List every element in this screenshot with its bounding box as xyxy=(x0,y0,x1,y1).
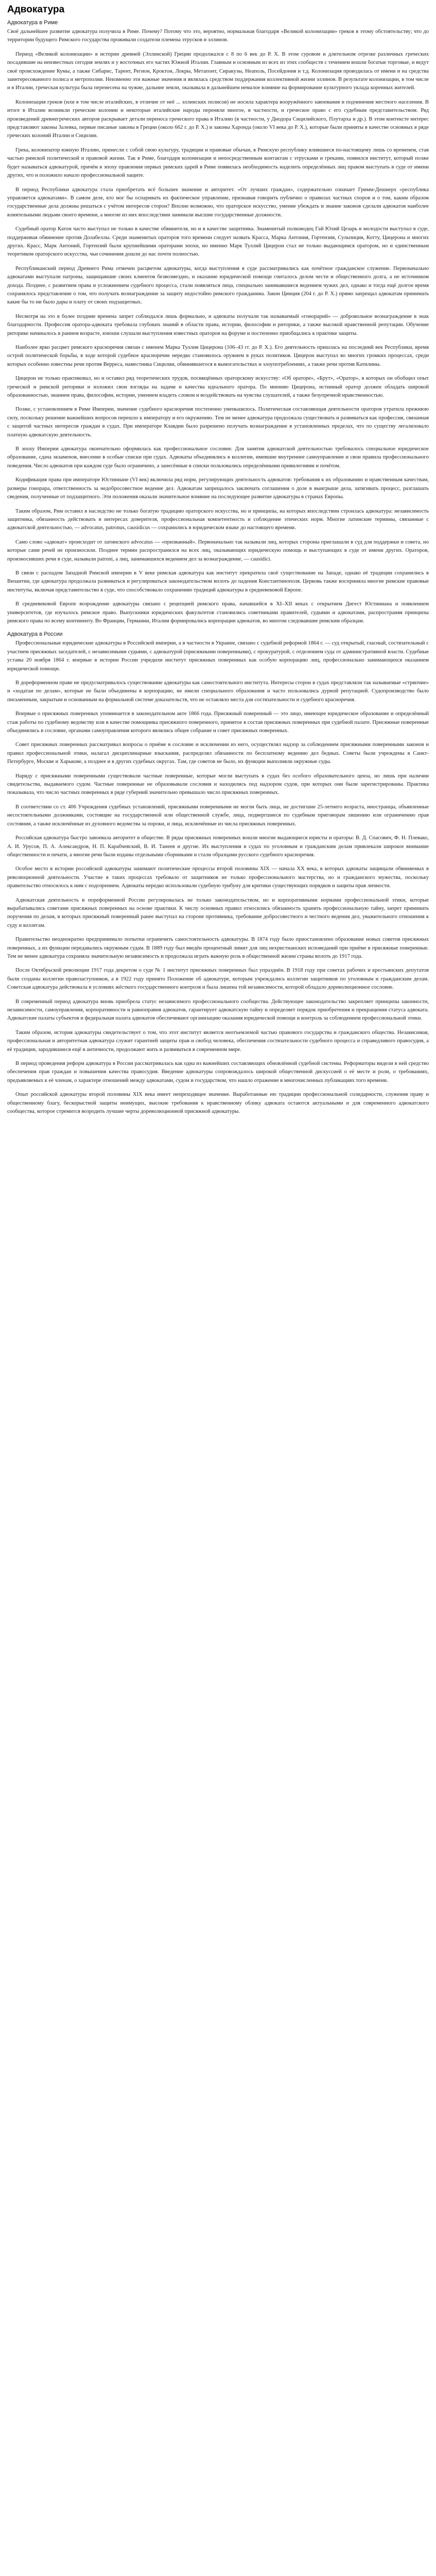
paragraph: Колонизация греков (или в том числе италийских, в отличие от неё ... эллинских полисов) не носила характера вооружённого завоевания и подчинения местного населения. В итоге в Италии возникли греческие колонии и некоторые италийские народы переняли многое, в частности, и греческое право с его судебным представительством. Ряд произведений древнегреческих авторов раскрывает детали переноса греческого права в Италию (в частности, у Диодора Сицилийского, Плутарха и др.). В этом контексте интерес представляют законы Залевка, первые писаные законы в Греции (около 662 г. до Р. Х.) и законы Харонда (около VI века до Р. Х.), которые были приняты в качестве основных в ряде греческих колоний Италии и Сицилии. xyxy=(7,99,429,139)
article xyxy=(0,0,436,1132)
paragraph: Российская адвокатура быстро завоевала авторитет в обществе. В ряды присяжных поверенных вошли многие выдающиеся юристы и ораторы: В. Д. Спасович, Ф. Н. Плевако, А. И. Урусов, П. А. Александров, Н. П. Карабчевский, В. И. Танеев и другие. Их выступления в судах по уголовным и гражданским делам привлекали широкое внимание общественности и печати, а многие речи были изданы отдельными сборниками и стали образцами русского судебного красноречия. xyxy=(7,835,429,858)
paragraph: Республиканский период Древнего Рима отмечен расцветом адвокатуры, когда выступления в суде рассматривались как почётное гражданское служение. Первоначально адвокатами выступали патроны, защищавшие своих клиентов безвозмездно, и оказание юридической помощи считалось делом чести и общественного долга, а не источником дохода. Позднее, с развитием права и усложнением судебного процесса, стали появляться лица, специально занимавшиеся ведением чужих дел, однако и тогда ещё долгое время сохранялось представление о том, что получать вознаграждение за защиту недостойно римского гражданина. Закон Цинция (204 г. до Р. Х.) прямо запрещал адвокатам принимать какие бы то ни было дары и плату от своих подзащитных. xyxy=(7,265,429,306)
paragraph: Таким образом, история адвокатуры свидетельствует о том, что этот институт является неотъемлемой частью правового государства и гражданского общества. Независимая, профессиональная и авторитетная адвокатура служит гарантией защиты прав и свобод человека, обеспечения состязательности судебного процесса и справедливого правосудия, а её традиции, зародившиеся ещё в античности, продолжают жить и развиваться в современном мире. xyxy=(7,1029,429,1053)
paragraph: Наиболее ярко расцвет римского красноречия связан с именем Марка Туллия Цицерона (106–43 гг. до Р. Х.). Его деятельность пришлась на последний век Республики, время острой политической борьбы, в ходе которой судебное красноречие нередко становилось оружием в руках политиков. Цицерон выступал во многих громких процессах, среди которых особенно известны речи против Верреса, наместника Сицилии, обвинявшегося в вымогательствах и злоупотреблениях, а также речи против Катилины. xyxy=(7,345,429,367)
paragraph: Наряду с присяжными поверенными существовали частные поверенные, которые могли выступать в судах без особого образовательного ценза, но лишь при наличии свидетельства, выдаваемого судом. Частные поверенные не образовывали сословия и находились под надзором судов, при которых они были зарегистрированы. Практика показывала, что число частных поверенных в ряде губерний значительно превышало число присяжных поверенных. xyxy=(7,773,429,796)
paragraph: Особое место в истории российской адвокатуры занимают политические процессы второй половины XIX — начала XX века, в которых адвокаты защищали обвиняемых в революционной деятельности. Участие в таких процессах требовало от защитников не только профессионального мастерства, но и гражданского мужества, поскольку правительство относилось к ним с подозрением. Адвокаты нередко использовали судебную трибуну для критики существующих порядков и защиты прав личности. xyxy=(7,866,429,889)
section-heading: Адвокатура в России xyxy=(7,631,63,638)
paragraph: В период проведения реформ адвокатура в России рассматривалась как одна из важнейших составляющих обновлённой судебной системы. Реформаторы видели в ней средство обеспечения прав граждан и повышения качества правосудия. Введение адвокатуры сопровождалось широкой общественной дискуссией о её месте и роли, о требованиях, предъявляемых к её членам, о характере отношений между адвокатами, судом и государством, что нашло отражение в многочисленных публикациях того времени. xyxy=(7,1061,429,1083)
section-heading: Адвокатура в Риме xyxy=(7,20,58,26)
paragraph: Профессиональные юридические адвокатуры в Российской империи, а в частности в Украине, связано с судебной реформой 1864 г. — суд открытый, гласный, состязательный с участием присяжных заседателей, с независимыми судьями, с адвокатурой (присяжными поверенными), с прокуратурой, с отделением суда от административной власти. Судебные уставы 20 ноября 1864 г. впервые в истории России учредили институт присяжных поверенных как особую корпорацию лиц, профессионально занимающихся оказанием юридической помощи. xyxy=(7,640,429,672)
paragraph: В период Республики адвокатура стала приобретать всё большее значение и авторитет. «От лучших граждан», содержательно означает Гримм-Дешнерх «республика управляется адвокатами». В самом деле, кто мог бы оспаривать их фактическое управление, признавая говорить публично о правилах частных споров и о том, каким образом государственные дела должны решаться с учётом интересов сторон? Вполне возможно, что ораторское искусство, умение убеждать и знание законов сделали адвокатов наиболее влиятельными людьми своего времени, а многие из них впоследствии занимали высшие государственные должности. xyxy=(7,187,429,218)
paragraph: В связи с распадом Западной Римской империи в V веке римская адвокатура как институт прекратила своё существование на Западе, однако её традиции сохранились в Византии, где адвокатура продолжала развиваться и регулироваться законодательством вплоть до падения Константинополя. Церковь также восприняла многие римские правовые институты, включая представительство в суде, что способствовало сохранению традиций адвокатуры в средневековой Европе. xyxy=(7,570,429,593)
paragraph: Само слово «адвокат» происходит от латинского advocatus — «призванный». Первоначально так называли лиц, которых стороны приглашали в суд для поддержки и совета, но которые сами речей не произносили. Позднее термин распространился на всех лиц, оказывающих юридическую помощь и выступающих в суде от имени других. Ораторов, произносивших речи в суде, называли patroni, а лиц, занимавшихся ведением дел за вознаграждение, — causidici. xyxy=(7,539,429,562)
paragraph: Своё дальнейшее развитие адвокатура получила в Риме. Почему? Потому что это, вероятно, нормальная благодаря «Великой колонизации» греков в этому обстоятельству; что до территории будущего Римского государства проживали создатели племена этрусков и эллинов. xyxy=(7,29,429,43)
paragraph: В дореформенном праве не предусматривалось существование адвокатуры как самостоятельного института. Интересы сторон в судах представляли так называемые «стряпчие» и «ходатаи по делам», которые не были объединены в корпорацию, не имели специального образования и часто пользовались дурной репутацией. Судопроизводство было письменным, закрытым и основанным на формальной системе доказательств, что не оставляло места для состязательности и судебного красноречия. xyxy=(7,680,429,703)
paragraph: В соответствии со ст. 406 Учреждения судебных установлений, присяжными поверенными не могли быть лица, не достигшие 25-летнего возраста, иностранцы, объявленные несостоятельными должниками, состоящие на государственной или общественной службе, лица, подвергшиеся по судебным приговорам лишению или ограничению прав состояния, а также исключённые из духовного ведомства за пороки, и лица, исключённые из числа присяжных поверенных. xyxy=(7,804,429,827)
article-section xyxy=(7,631,429,1116)
article-section xyxy=(7,20,429,625)
paragraph: Таким образом, Рим оставил в наследство не только богатую традицию ораторского искусства, но и принципы, на которых впоследствии строилась адвокатура: независимость защитника, обязанность действовать в интересах доверителя, профессиональная компетентность и соблюдение этических норм. Многие латинские термины, связанные с адвокатской деятельностью, — advocatus, patronus, causidicus — сохранились в юридическом языке до настоящего времени. xyxy=(7,508,429,531)
paragraph: Адвокатская деятельность в пореформенной России регулировалась не только законодательством, но и корпоративными нормами профессиональной этики, которые вырабатывались советами присяжных поверенных на основе практики. К числу основных правил относились обязанность хранить профессиональную тайну, запрет принимать поручения по делам, в которых присяжный поверенный ранее выступал на стороне противника, требование добросовестного и честного ведения дел, уважительного отношения к суду и коллегам. xyxy=(7,897,429,928)
paragraph: Правительство неоднократно предпринимало попытки ограничить самостоятельность адвокатуры. В 1874 году было приостановлено образование новых советов присяжных поверенных, а их функции передавались окружным судам. В 1889 году был введён процентный лимит для лиц нехристианских исповеданий при приёме в присяжные поверенные. Тем не менее адвокатура сохраняла значительную независимость и продолжала играть важную роль в общественной жизни страны вплоть до 1917 года. xyxy=(7,937,429,959)
article-body xyxy=(7,20,429,1116)
paragraph: После Октябрьской революции 1917 года декретом о суде № 1 институт присяжных поверенных был упразднён. В 1918 году при советах рабочих и крестьянских депутатов были созданы коллегии правозаступников, а в 1922 году принято Положение об адвокатуре, которым учреждались коллегии защитников по уголовным и гражданским делам. Советская адвокатура действовала в условиях жёсткого государственного контроля и была лишена той независимости, которой обладало дореволюционное сословие. xyxy=(7,968,429,991)
paragraph: В эпоху Империи адвокатура окончательно оформилась как профессиональное сословие. Для занятия адвокатской деятельностью требовалось специальное юридическое образование, сдача экзаменов, внесение в особые списки при судах. Адвокаты объединялись в коллегии, имевшие внутреннее самоуправление и свои правила профессионального поведения. Число адвокатов при каждом суде было ограничено, а занесённые в списки пользовались определёнными привилегиями и почётом. xyxy=(7,446,429,469)
paragraph: Кодификация права при императоре Юстиниане (VI век) включила ряд норм, регулирующих деятельность адвокатов: требования к их образованию и нравственным качествам, размеры гонорара, ответственность за недобросовестное ведение дел. Адвокатам запрещалось заключать соглашения о доле в выигрыше дела, затягивать процесс, разглашать сведения, полученные от подзащитного. Эти положения оказали значительное влияние на последующее развитие адвокатуры в странах Европы. xyxy=(7,477,429,500)
paragraph: Цицерон не только практиковал, но и оставил ряд теоретических трудов, посвящённых ораторскому искусству: «Об ораторе», «Брут», «Оратор», в которых он обобщил опыт греческой и римской риторики и изложил свои взгляды на задачи и качества идеального оратора. По мнению Цицерона, истинный оратор должен обладать широкой образованностью, знанием права, философии, истории, умением владеть словом и воздействовать на чувства слушателей, а также безупречной нравственностью. xyxy=(7,376,429,399)
paragraph: Грека, колонизатор южную Италию, принесли с собой свою культуру, традиции и правовые обычаи, в Римскую республику влившиеся по-настоящему лишь со временем, став частью римской политической и правовой жизни. Так в Риме, благодаря колонизации и непосредственным контактам с этрусками и греками, появился институт, который позже будет называться адвокатурой, причём в эпоху правления первых римских царей в Риме появилась необходимость наделить определённых лиц правом выступать в суде от имени других, что и положило начало профессиональной защите. xyxy=(7,147,429,179)
paragraph: Несмотря на это в более поздние времена запрет соблюдался лишь формально, и адвокаты получали так называемый «гонорарий» — добровольное вознаграждение в знак благодарности. Профессия оратора-адвоката требовала глубоких знаний в области права, истории, философии и риторики, а также высокой нравственной репутации. Обучение риторике начиналось в раннем возрасте, юноши слушали выступления известных ораторов на форуме и постепенно приобщались к практике защиты. xyxy=(7,313,429,336)
paragraph: В средневековой Европе возрождение адвокатуры связано с рецепцией римского права, начавшейся в XI–XII веках с открытием Дигест Юстиниана и появлением университетов, где изучалось римское право. Выпускники юридических факультетов становились советниками правителей, судьями и адвокатами, распространяя принципы римского права по всему континенту. Во Франции, Германии, Италии формировались корпорации адвокатов, во многом следовавшие римским образцам. xyxy=(7,601,429,624)
paragraph: Опыт российской адвокатуры второй половины XIX века имеет непреходящее значение. Выработанные ею традиции профессиональной солидарности, служения праву и общественному благу, бескорыстной защиты неимущих, высокие требования к нравственному облику адвоката остаются актуальными и для современного адвокатского сообщества, которое стремится возродить лучшие черты дореволюционной присяжной адвокатуры. xyxy=(7,1092,429,1115)
paragraph: Период «Великой колонизации» в истории древней (Эллинской) Греции продолжался с 8 по 6 век до Р. Х. В этом суровом и длительном отрезке различных греческих посадившие на неизвестных сегодня землях и у восточных его частях Южной Италии. Главным и основным из всех из этих сообществ с течением вошли богатые торговые, и ведут своё происхождение Кумы, а также Сибарис, Тарент, Регион, Кроктон, Локры, Метапонт, Сиракузы, Неаполь, Посейдония и т.д. Колонизация проводилась от имени и на средства заинтересованного полиса и метрополии. Неизменно эти важные значения и являлась средством поддержания коллективной жизни эллинов. В результате колонизации, в том числе и в Италии, греческая культура была перенесена на чужие, дальние земли, оказывала в дальнейшем немалое влияние на формирование культурного уклада коренных жителей. xyxy=(7,51,429,91)
paragraph: Судебный оратор Катон часто выступал не только в качестве обвинителя, но и в качестве защитника. Знаменитый полководец Гай Юлий Цезарь в молодости выступал в суде, поддерживая обвинение против Долабеллы. Среди знаменитых ораторов того времени следует назвать Красса, Марка Антония, Гортензия, Сульпиция, Котту, Цицерона и многих других. Красс, Марк Антоний, Гортензий были крупнейшими ораторами эпохи, но именно Марк Туллий Цицерон стал не только выдающимся оратором, но и единственным теоретиком ораторского искусства, чьи сочинения дошли до нас почти полностью. xyxy=(7,226,429,258)
page-title: Адвокатура xyxy=(7,4,65,15)
paragraph: В современный период адвокатура вновь приобрела статус независимого профессионального сообщества. Действующее законодательство закрепляет принципы законности, независимости, самоуправления, корпоративности и равноправия адвокатов, гарантирует адвокатскую тайну и определяет порядок приобретения и прекращения статуса адвоката. Адвокатские палаты субъектов и федеральная палата адвокатов обеспечивают организацию оказания юридической помощи и контроль за соблюдением профессиональной этики. xyxy=(7,998,429,1022)
paragraph: Совет присяжных поверенных рассматривал вопросы о приёме в сословие и исключении из него, осуществлял надзор за соблюдением присяжными поверенными законов и правил профессиональной этики, налагал дисциплинарные взыскания, распределял обязанности по бесплатному ведению дел бедных. Советы были учреждены в Санкт-Петербурге, Москве и Харькове, а позднее и в других судебных округах. Там, где советов не было, их функции выполняли окружные суды. xyxy=(7,742,429,765)
paragraph: Позже, с установлением в Риме Империи, значение судебного красноречия постепенно уменьшилось. Политическая составляющая деятельности ораторов утратила прежнюю силу, поскольку решение важнейших вопросов перешло к императору и его окружению. Тем не менее адвокатура продолжала существовать и развиваться как профессия, связанная с защитой частных интересов граждан в судах. При императоре Клавдии было разрешено получать вознаграждение в установленных пределах, что по существу легализовало платную адвокатскую деятельность. xyxy=(7,406,429,438)
paragraph: Впервые о присяжных поверенных упоминается в законодательном акте 1866 года. Присяжный поверенный — это лицо, имеющее юридическое образование и определённый стаж работы по судебному ведомству или в качестве помощника присяжного поверенного, принятое в состав присяжных поверенных при судебной палате. Присяжные поверенные объединялись в сословие, органами самоуправления которого являлись общее собрание и совет присяжных поверенных. xyxy=(7,711,429,734)
